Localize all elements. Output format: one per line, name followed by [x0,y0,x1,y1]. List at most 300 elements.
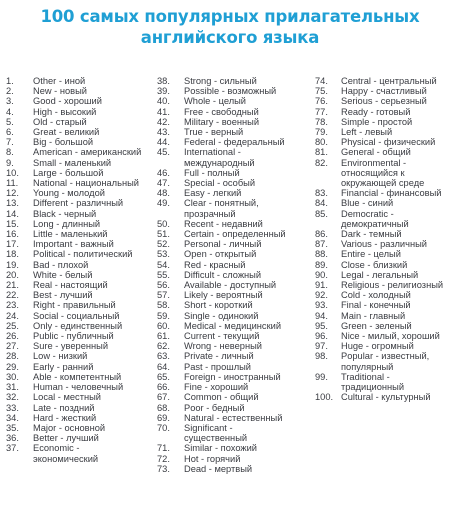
list-item [315,86,460,96]
list-item [6,86,156,96]
item-number: 1. [6,76,14,86]
item-number: 78. [315,116,328,127]
item-translation: Good - хороший [33,96,102,107]
item-translation: American - американский [33,147,142,158]
list-item [157,239,315,249]
item-translation: Dark - темный [341,229,402,240]
item-number: 25. [6,320,19,331]
item-number: 38. [157,76,170,86]
item-number: 85. [315,208,328,219]
item-number: 95. [315,320,328,331]
list-item [6,117,156,127]
list-item [6,372,156,382]
adjective-column-2 [157,76,315,474]
item-translation: Cold - холодный [341,290,411,301]
list-item [315,300,460,310]
list-item [6,392,156,402]
item-number: 92. [315,290,328,301]
item-translation: Significant - существенный [184,422,248,444]
list-item [157,198,315,218]
item-translation: Available - доступный [184,280,277,291]
item-translation: Important - важный [33,239,114,250]
list-item [157,249,315,259]
item-number: 23. [6,300,19,311]
list-item [315,107,460,117]
list-item [157,260,315,270]
list-item [6,249,156,259]
item-translation: Possible - возможный [184,86,277,97]
list-item [157,392,315,402]
item-translation: Clear - понятный, прозрачный [184,198,259,219]
list-item [157,300,315,310]
item-translation: Central - центральный [341,76,437,86]
item-number: 70. [157,422,170,433]
item-number: 72. [157,453,170,464]
item-translation: Big - большой [33,137,94,148]
list-item [315,311,460,321]
item-translation: Able - компетентный [33,371,122,382]
item-number: 6. [6,127,14,138]
item-number: 60. [157,320,170,331]
list-item [6,403,156,413]
item-translation: Single - одинокий [184,310,259,321]
list-item [6,280,156,290]
list-item [157,372,315,382]
item-translation: Red - красный [184,259,246,270]
item-translation: Certain - определенный [184,229,286,240]
item-number: 30. [6,371,19,382]
list-item [6,382,156,392]
list-item [315,260,460,270]
list-item [157,188,315,198]
item-number: 32. [6,392,19,403]
item-translation: Only - единственный [33,320,123,331]
item-number: 22. [6,290,19,301]
item-number: 21. [6,280,19,291]
list-item [315,239,460,249]
item-number: 31. [6,382,19,393]
list-item [315,351,460,371]
item-number: 46. [157,167,170,178]
item-number: 47. [157,178,170,189]
list-item [6,300,156,310]
item-translation: Small - маленький [33,157,112,168]
list-item [6,229,156,239]
item-number: 84. [315,198,328,209]
item-translation: Hot - горячий [184,453,241,464]
item-translation: True - верный [184,127,244,138]
list-item [315,76,460,86]
item-number: 71. [157,443,170,454]
item-translation: Religious - религиозный [341,280,444,291]
list-item [6,321,156,331]
item-translation: Major - основной [33,422,106,433]
item-translation: Recent - недавний [184,218,263,229]
item-translation: Whole - целый [184,96,246,107]
item-translation: Human - человечный [33,382,124,393]
list-item [157,168,315,178]
item-translation: Dead - мертвый [184,463,253,474]
item-translation: Long - длинный [33,218,101,229]
item-number: 11. [6,178,19,189]
item-translation: Private - личный [184,351,254,362]
item-translation: Black - черный [33,208,97,219]
list-item [157,464,315,474]
list-item [315,137,460,147]
item-translation: Ready - готовый [341,106,411,117]
item-number: 98. [315,351,328,362]
item-translation: Similar - похожий [184,443,257,454]
item-translation: Left - левый [341,127,393,138]
item-number: 88. [315,249,328,260]
list-item [315,198,460,208]
item-number: 54. [157,259,170,270]
list-item [315,372,460,392]
list-item [157,403,315,413]
item-translation: Democratic - демократичный [341,208,409,229]
list-item [157,454,315,464]
item-number: 90. [315,269,328,280]
item-translation: Green - зеленый [341,320,412,331]
list-item [157,382,315,392]
item-translation: Financial - финансовый [341,188,442,199]
item-translation: Easy - легкий [184,188,242,199]
list-item [157,86,315,96]
list-item [315,249,460,259]
item-translation: Free - свободный [184,106,259,117]
item-translation: Fine - хороший [184,382,249,393]
item-number: 67. [157,392,170,403]
item-number: 13. [6,198,19,209]
list-item [315,147,460,157]
item-number: 39. [157,86,170,97]
item-translation: Strong - сильный [184,76,257,86]
item-number: 27. [6,341,19,352]
item-number: 91. [315,280,328,291]
list-item [157,147,315,167]
list-item [6,127,156,137]
item-translation: Special - особый [184,178,256,189]
item-number: 17. [6,239,19,250]
item-number: 94. [315,310,328,321]
item-translation: International - международный [184,147,255,168]
item-translation: New - новый [33,86,87,97]
item-number: 55. [157,269,170,280]
list-item [157,96,315,106]
item-number: 76. [315,96,328,107]
item-translation: Different - различный [33,198,124,209]
item-translation: Little - маленький [33,229,108,240]
list-item [6,331,156,341]
title-line-1: 100 самых популярных прилагательных [40,7,420,26]
item-number: 12. [6,188,19,199]
list-item [157,351,315,361]
list-item [315,229,460,239]
item-translation: Open - открытый [184,249,257,260]
item-number: 40. [157,96,170,107]
list-item [6,158,156,168]
item-number: 34. [6,412,19,423]
list-item [157,219,315,229]
item-number: 83. [315,188,328,199]
item-translation: Huge - огромный [341,341,414,352]
item-number: 97. [315,341,328,352]
list-item [157,413,315,423]
adjective-column-1 [6,76,156,464]
item-number: 75. [315,86,328,97]
list-item [157,341,315,351]
item-translation: Blue - синий [341,198,394,209]
item-number: 63. [157,351,170,362]
item-number: 20. [6,269,19,280]
item-translation: Right - правильный [33,300,116,311]
item-translation: Foreign - иностранный [184,371,281,382]
item-number: 44. [157,137,170,148]
item-number: 19. [6,259,19,270]
item-translation: Main - главный [341,310,406,321]
list-item [6,147,156,157]
list-item [315,127,460,137]
item-number: 3. [6,96,14,107]
item-number: 59. [157,310,170,321]
item-number: 57. [157,290,170,301]
list-item [157,107,315,117]
item-translation: Past - прошлый [184,361,251,372]
item-translation: Serious - серьезный [341,96,427,107]
list-item [157,178,315,188]
item-translation: Simple - простой [341,116,413,127]
item-number: 62. [157,341,170,352]
item-translation: Nice - милый, хороший [341,331,440,342]
item-number: 96. [315,331,328,342]
item-number: 51. [157,229,170,240]
page-title [0,6,460,48]
item-number: 43. [157,127,170,138]
list-item [6,423,156,433]
item-number: 28. [6,351,19,362]
item-translation: White - белый [33,269,93,280]
item-translation: Natural - естественный [184,412,283,423]
item-number: 37. [6,443,19,454]
item-translation: Entire - целый [341,249,401,260]
item-number: 45. [157,147,170,158]
item-number: 86. [315,229,328,240]
item-translation: General - общий [341,147,411,158]
list-item [315,270,460,280]
list-item [6,362,156,372]
item-number: 64. [157,361,170,372]
list-item [6,76,156,86]
list-item [6,137,156,147]
item-translation: Full - полный [184,167,240,178]
item-translation: Early - ранний [33,361,94,372]
list-item [157,290,315,300]
item-number: 87. [315,239,328,250]
item-number: 29. [6,361,19,372]
list-item [6,433,156,443]
list-item [157,280,315,290]
item-translation: Economic - экономический [33,443,99,464]
item-translation: Poor - бедный [184,402,245,413]
item-number: 56. [157,280,170,291]
list-item [6,178,156,188]
item-translation: Hard - жесткий [33,412,97,423]
list-item [6,443,156,463]
item-number: 24. [6,310,19,321]
item-number: 26. [6,331,19,342]
list-item [157,311,315,321]
list-item [6,239,156,249]
list-item [315,117,460,127]
list-item [315,321,460,331]
item-number: 7. [6,137,14,148]
item-translation: Bad - плохой [33,259,89,270]
item-number: 89. [315,259,328,270]
list-item [6,413,156,423]
item-translation: Wrong - неверный [184,341,262,352]
item-translation: Better - лучший [33,433,99,444]
list-item [157,321,315,331]
item-translation: Legal - легальный [341,269,419,280]
item-number: 10. [6,167,19,178]
item-number: 8. [6,147,14,158]
item-translation: Traditional - традиционный [341,371,405,393]
item-translation: Large - большой [33,167,104,178]
item-translation: Happy - счастливый [341,86,427,97]
list-item [6,198,156,208]
item-translation: Old - старый [33,116,87,127]
list-item [315,331,460,341]
list-item [157,229,315,239]
list-item [6,341,156,351]
item-number: 73. [157,463,170,474]
list-item [157,362,315,372]
item-translation: Local - местный [33,392,101,403]
list-item [157,423,315,443]
item-number: 93. [315,300,328,311]
item-number: 80. [315,137,328,148]
item-number: 100. [315,392,334,403]
item-number: 36. [6,433,19,444]
item-number: 52. [157,239,170,250]
list-item [315,290,460,300]
list-item [315,341,460,351]
list-item [6,351,156,361]
item-number: 49. [157,198,170,209]
list-item [157,137,315,147]
item-translation: Short - короткий [184,300,253,311]
item-number: 18. [6,249,19,260]
item-translation: Public - публичный [33,331,114,342]
list-item [315,209,460,229]
adjective-column-3 [315,76,460,403]
item-translation: Best - лучший [33,290,93,301]
list-item [157,270,315,280]
item-translation: Late - поздний [33,402,95,413]
item-number: 77. [315,106,328,117]
list-item [6,290,156,300]
item-number: 48. [157,188,170,199]
item-translation: Popular - известный, популярный [341,351,430,372]
item-translation: Personal - личный [184,239,262,250]
item-number: 35. [6,422,19,433]
item-translation: Common - общий [184,392,259,403]
item-translation: Young - молодой [33,188,105,199]
item-translation: National - национальный [33,178,139,189]
item-translation: Medical - медицинский [184,320,282,331]
item-translation: Cultural - культурный [341,392,431,403]
item-number: 65. [157,371,170,382]
item-number: 69. [157,412,170,423]
list-item [315,280,460,290]
item-number: 82. [315,157,328,168]
item-translation: Various - различный [341,239,427,250]
list-item [157,127,315,137]
item-translation: Other - иной [33,76,86,86]
item-translation: Difficult - сложный [184,269,262,280]
list-item [6,96,156,106]
list-item [315,158,460,189]
list-item [315,96,460,106]
item-number: 74. [315,76,328,86]
list-item [157,443,315,453]
item-number: 5. [6,116,14,127]
list-item [6,219,156,229]
item-number: 81. [315,147,328,158]
item-number: 68. [157,402,170,413]
item-translation: Real - настоящий [33,280,108,291]
item-translation: Current - текущий [184,331,260,342]
list-item [6,209,156,219]
item-translation: High - высокий [33,106,97,117]
list-item [315,392,460,402]
item-number: 33. [6,402,19,413]
item-number: 9. [6,157,14,168]
list-item [6,188,156,198]
item-number: 4. [6,106,14,117]
item-number: 2. [6,86,14,97]
item-translation: Close - близкий [341,259,408,270]
item-translation: Environmental - относящийся к окружающей среде [341,157,425,189]
list-item [157,117,315,127]
item-number: 58. [157,300,170,311]
item-translation: Final - конечный [341,300,411,311]
item-number: 79. [315,127,328,138]
item-translation: Political - политический [33,249,133,260]
item-translation: Military - военный [184,116,260,127]
item-translation: Social - социальный [33,310,120,321]
item-number: 14. [6,208,19,219]
item-translation: Likely - вероятный [184,290,263,301]
item-number: 61. [157,331,170,342]
list-item [6,107,156,117]
list-item [157,331,315,341]
item-translation: Low - низкий [33,351,88,362]
item-translation: Federal - федеральный [184,137,285,148]
list-item [6,311,156,321]
item-number: 53. [157,249,170,260]
item-number: 16. [6,229,19,240]
item-number: 99. [315,371,328,382]
list-item [157,76,315,86]
item-number: 41. [157,106,170,117]
list-item [6,168,156,178]
item-number: 42. [157,116,170,127]
list-item [315,188,460,198]
item-number: 15. [6,218,19,229]
list-item [6,270,156,280]
list-item [6,260,156,270]
